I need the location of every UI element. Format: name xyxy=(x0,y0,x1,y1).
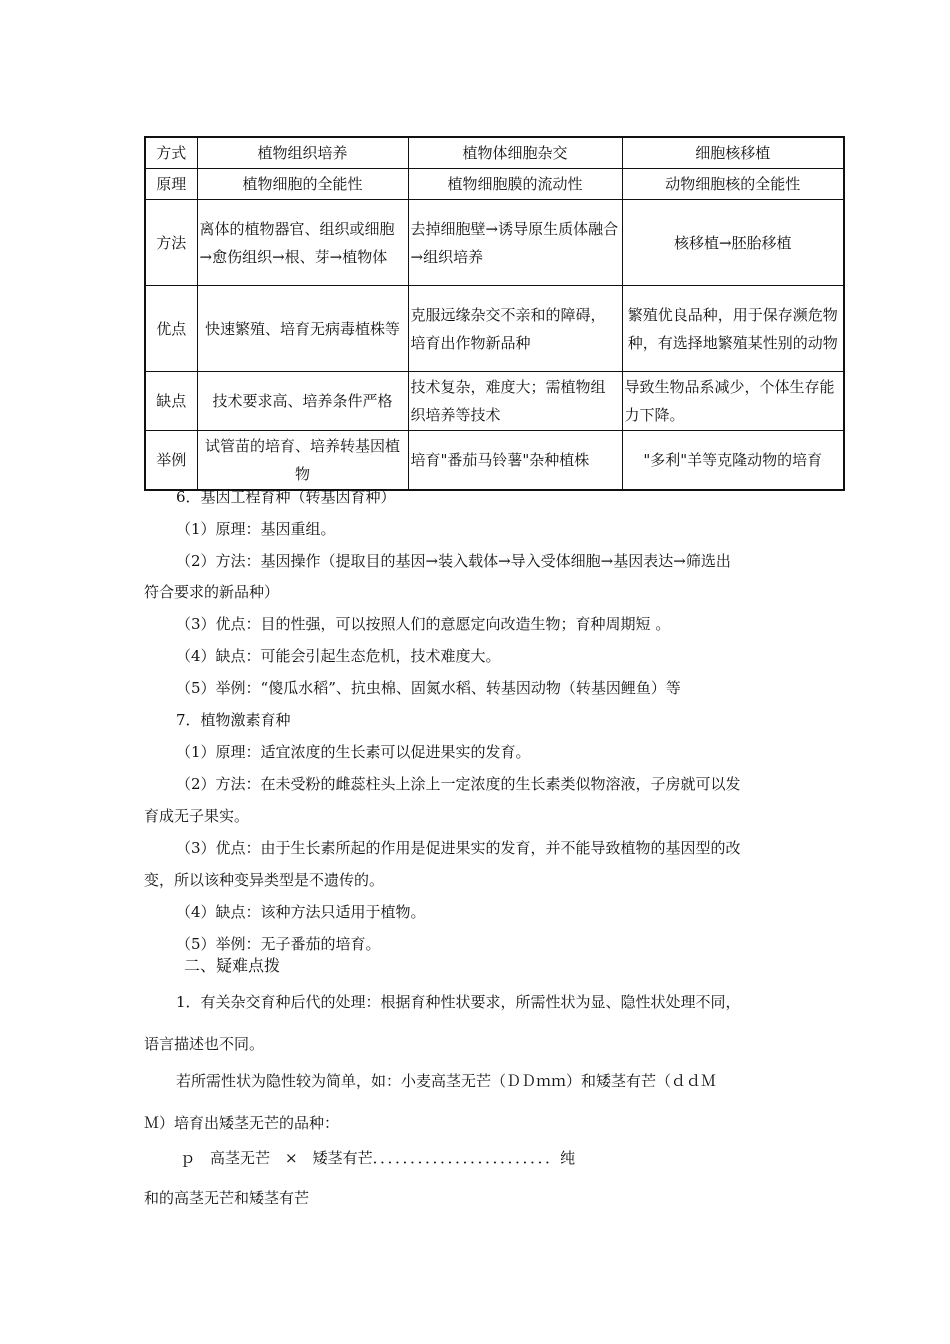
paragraph: 变，所以该种变异类型是不遗传的。 xyxy=(144,871,385,889)
paragraph: Ｍ）培育出矮茎无芒的品种： xyxy=(144,1114,340,1132)
paragraph: （1）原理：适宜浓度的生长素可以促进果实的发育。 xyxy=(176,743,531,761)
section-heading-7: 7．植物激素育种 xyxy=(176,711,291,729)
paragraph: 育成无子果实。 xyxy=(144,807,250,825)
paragraph: （4）缺点：可能会引起生态危机，技术难度大。 xyxy=(176,647,501,665)
table-cell: 克服远缘杂交不亲和的障碍，培育出作物新品种 xyxy=(408,286,622,372)
table-cell: 核移植→胚胎移植 xyxy=(622,200,844,286)
table-header-row xyxy=(145,137,844,169)
cross-line: ｐ 高茎无芒 × 矮茎有芒．．．．．．．．．．．．．．．．．．．．．．．．纯 xyxy=(180,1149,576,1167)
paragraph: （5）举例：“傻瓜水稻”、抗虫棉、固氮水稻、转基因动物（转基因鲤鱼）等 xyxy=(176,679,681,697)
table-cell: 举例 xyxy=(145,431,197,491)
table-row xyxy=(145,372,844,431)
table-cell: 试管苗的培育、培养转基因植物 xyxy=(197,431,408,491)
paragraph: （3）优点：目的性强，可以按照人们的意愿定向改造生物；育种周期短 。 xyxy=(176,615,671,633)
table-cell: 繁殖优良品种，用于保存濒危物种，有选择地繁殖某性别的动物 xyxy=(622,286,844,372)
paragraph: 若所需性状为隐性较为简单，如：小麦高茎无芒（ＤＤｍｍ）和矮茎有芒（ｄｄＭ xyxy=(176,1072,717,1090)
paragraph: 符合要求的新品种） xyxy=(144,583,280,601)
paragraph: （2）方法：基因操作（提取目的基因→装入载体→导入受体细胞→基因表达→筛选出 xyxy=(176,552,731,570)
table-cell: 方法 xyxy=(145,200,197,286)
table-cell: 缺点 xyxy=(145,372,197,431)
table-cell: 技术要求高、培养条件严格 xyxy=(197,372,408,431)
table-row xyxy=(145,431,844,491)
table-cell: 原理 xyxy=(145,169,197,200)
section-heading-2: 二、疑难点拨 xyxy=(184,956,281,975)
table-cell: 去掉细胞壁→诱导原生质体融合→组织培养 xyxy=(408,200,622,286)
table-cell: 优点 xyxy=(145,286,197,372)
table-header-cell: 植物组织培养 xyxy=(197,137,408,169)
table-cell: 技术复杂，难度大；需植物组织培养等技术 xyxy=(408,372,622,431)
table-cell: 动物细胞核的全能性 xyxy=(622,169,844,200)
paragraph: 1．有关杂交育种后代的处理：根据育种性状要求，所需性状为显、隐性状处理不同， xyxy=(176,993,741,1011)
table-cell: 培育"番茄马铃薯"杂种植株 xyxy=(408,431,622,491)
table-cell: 植物细胞膜的流动性 xyxy=(408,169,622,200)
table-cell: 导致生物品系减少，个体生存能力下降。 xyxy=(622,372,844,431)
paragraph: （2）方法：在未受粉的雌蕊柱头上涂上一定浓度的生长素类似物溶液，子房就可以发 xyxy=(176,775,741,793)
table-row xyxy=(145,200,844,286)
table-cell: "多利"羊等克隆动物的培育 xyxy=(622,431,844,491)
paragraph: （1）原理：基因重组。 xyxy=(176,520,336,538)
paragraph: （3）优点：由于生长素所起的作用是促进果实的发育，并不能导致植物的基因型的改 xyxy=(176,839,741,857)
table-header-cell: 细胞核移植 xyxy=(622,137,844,169)
table-header-cell: 植物体细胞杂交 xyxy=(408,137,622,169)
table-cell: 离体的植物器官、组织或细胞→愈伤组织→根、芽→植物体 xyxy=(197,200,408,286)
paragraph: （5）举例：无子番茄的培育。 xyxy=(176,935,381,953)
table-cell: 快速繁殖、培育无病毒植株等 xyxy=(197,286,408,372)
section-heading-6: 6．基因工程育种（转基因育种） xyxy=(176,488,396,506)
breeding-comparison-table xyxy=(144,136,845,491)
paragraph: （4）缺点：该种方法只适用于植物。 xyxy=(176,903,426,921)
paragraph: 和的高茎无芒和矮茎有芒 xyxy=(144,1189,310,1207)
paragraph: 语言描述也不同。 xyxy=(144,1035,265,1053)
table-row xyxy=(145,169,844,200)
table-row xyxy=(145,286,844,372)
table-header-cell: 方式 xyxy=(145,137,197,169)
table-cell: 植物细胞的全能性 xyxy=(197,169,408,200)
